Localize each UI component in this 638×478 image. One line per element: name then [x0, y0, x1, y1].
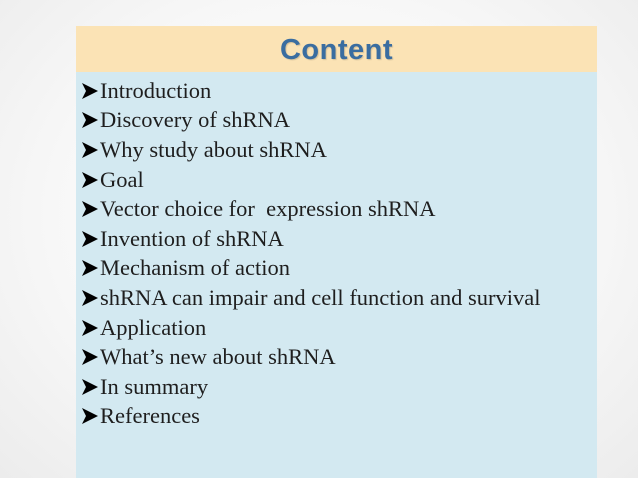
list-item-text: Invention of shRNA — [100, 225, 284, 251]
arrowhead-bullet-icon — [80, 228, 100, 250]
title-bar — [76, 26, 597, 72]
list-item-text: Mechanism of action — [100, 255, 290, 281]
content-slide-panel — [76, 26, 597, 478]
list-item-text: In summary — [100, 373, 209, 399]
list-item — [80, 224, 541, 254]
content-list — [80, 76, 541, 431]
list-item — [80, 135, 541, 165]
slide-title: Content — [279, 33, 394, 66]
list-item — [80, 283, 541, 313]
list-item — [80, 106, 541, 136]
list-item — [80, 254, 541, 284]
list-item-text: shRNA can impair and cell function and survival — [100, 284, 541, 310]
list-item — [80, 76, 541, 106]
arrowhead-bullet-icon — [80, 346, 100, 368]
list-item — [80, 342, 541, 372]
arrowhead-bullet-icon — [80, 287, 100, 309]
list-item-text: Discovery of shRNA — [100, 107, 290, 133]
arrowhead-bullet-icon — [80, 257, 100, 279]
arrowhead-bullet-icon — [80, 109, 100, 131]
arrowhead-bullet-icon — [80, 405, 100, 427]
list-item-text: References — [100, 403, 200, 429]
list-item-text: Vector choice for expression shRNA — [100, 196, 436, 222]
list-item — [80, 194, 541, 224]
list-item — [80, 165, 541, 195]
list-item-text: Why study about shRNA — [100, 136, 327, 162]
arrowhead-bullet-icon — [80, 169, 100, 191]
arrowhead-bullet-icon — [80, 376, 100, 398]
arrowhead-bullet-icon — [80, 80, 100, 102]
arrowhead-bullet-icon — [80, 317, 100, 339]
list-item — [80, 402, 541, 432]
list-item-text: What’s new about shRNA — [100, 344, 336, 370]
list-item-text: Introduction — [100, 77, 212, 103]
list-item-text: Goal — [100, 166, 144, 192]
list-item — [80, 372, 541, 402]
arrowhead-bullet-icon — [80, 139, 100, 161]
arrowhead-bullet-icon — [80, 198, 100, 220]
list-item-text: Application — [100, 314, 207, 340]
list-item — [80, 313, 541, 343]
